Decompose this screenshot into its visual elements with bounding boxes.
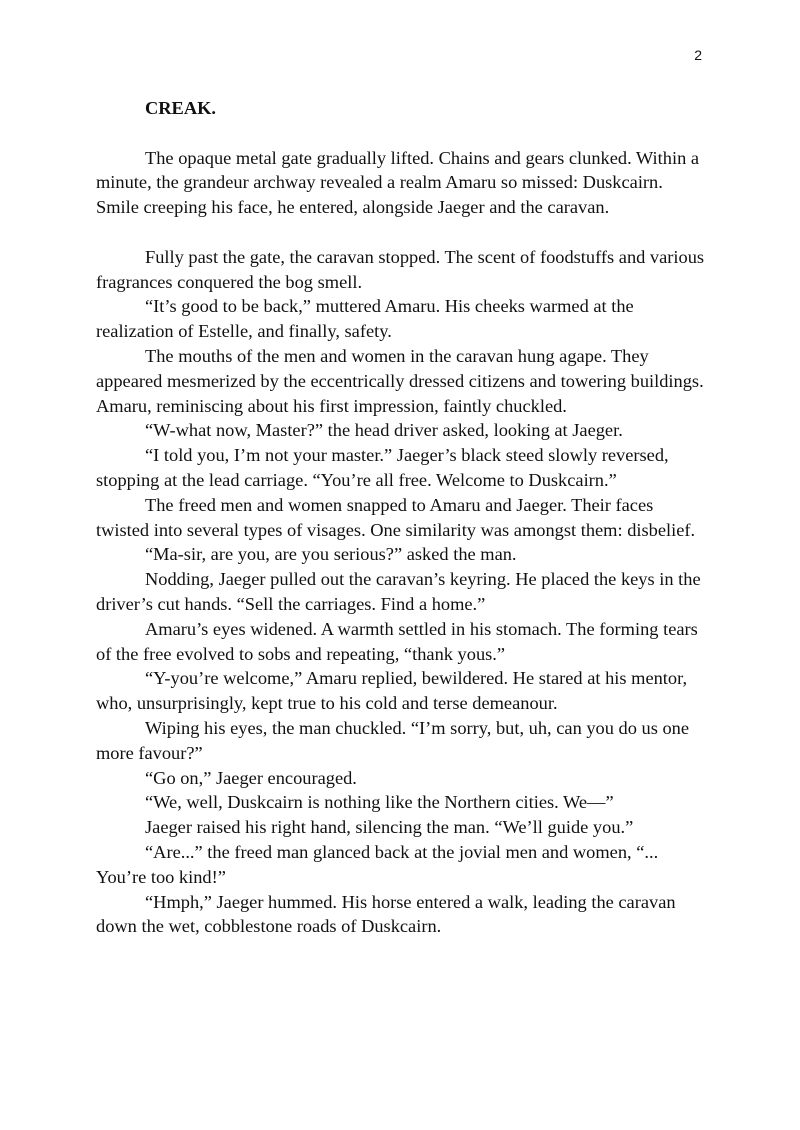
paragraph: The freed men and women snapped to Amaru and Jaeger. Their faces twisted into several types of visages. One similarity was amongst them: disbelief. bbox=[96, 494, 696, 540]
blank-line bbox=[96, 121, 706, 146]
paragraph: “Go on,” Jaeger encouraged. bbox=[145, 767, 357, 788]
blank-line bbox=[96, 220, 706, 245]
paragraph: “I told you, I’m not your master.” Jaeger’s black steed slowly reversed, stopping at the lead carriage. “You’re all free. Welcome to Duskcairn.” bbox=[96, 445, 669, 490]
paragraph: “It’s good to be back,” muttered Amaru. His cheeks warmed at the realization of Estelle, and finally, safety. bbox=[96, 296, 634, 342]
paragraph: “Hmph,” Jaeger hummed. His horse entered a walk, leading the caravan down the wet, cobblestone roads of Duskcairn. bbox=[96, 891, 676, 937]
paragraph: “Are...” the freed man glanced back at the jovial men and women, “... You’re too kind!” bbox=[96, 841, 659, 887]
paragraph: “W-what now, Master?” the head driver asked, looking at Jaeger. bbox=[145, 420, 623, 441]
paragraph: Nodding, Jaeger pulled out the caravan’s keyring. He placed the keys in the driver’s cut hands. “Sell the carriages. Find a home.” bbox=[96, 569, 701, 614]
paragraph: Jaeger raised his right hand, silencing the man. “We’ll guide you.” bbox=[145, 817, 634, 838]
paragraph: Fully past the gate, the caravan stopped. The scent of foodstuffs and various fragrances conquered the bog smell. bbox=[96, 246, 705, 292]
story-text bbox=[96, 96, 706, 939]
section-heading: CREAK. bbox=[145, 98, 217, 118]
paragraph: “Y-you’re welcome,” Amaru replied, bewildered. He stared at his mentor, who, unsurprisingly, kept true to his cold and terse demeanour. bbox=[96, 668, 688, 714]
paragraph: Amaru’s eyes widened. A warmth settled in his stomach. The forming tears of the free evolved to sobs and repeating, “thank yous.” bbox=[96, 618, 698, 664]
paragraph: “Ma-sir, are you, are you serious?” asked the man. bbox=[145, 544, 517, 565]
paragraph: Wiping his eyes, the man chuckled. “I’m sorry, but, uh, can you do us one more favour?” bbox=[96, 717, 690, 763]
paragraph: The opaque metal gate gradually lifted. Chains and gears clunked. Within a minute, the grandeur archway revealed a realm Amaru so missed: Duskcairn. Smile creeping his face, he entered, alongside Jaeger and the caravan. bbox=[96, 147, 700, 218]
paragraph: The mouths of the men and women in the caravan hung agape. They appeared mesmerized by the eccentrically dressed citizens and towering buildings. Amaru, reminiscing about his first impression, faintly chuckled. bbox=[96, 345, 704, 416]
page-number: 2 bbox=[694, 47, 702, 63]
paragraph: “We, well, Duskcairn is nothing like the Northern cities. We—” bbox=[145, 792, 614, 813]
